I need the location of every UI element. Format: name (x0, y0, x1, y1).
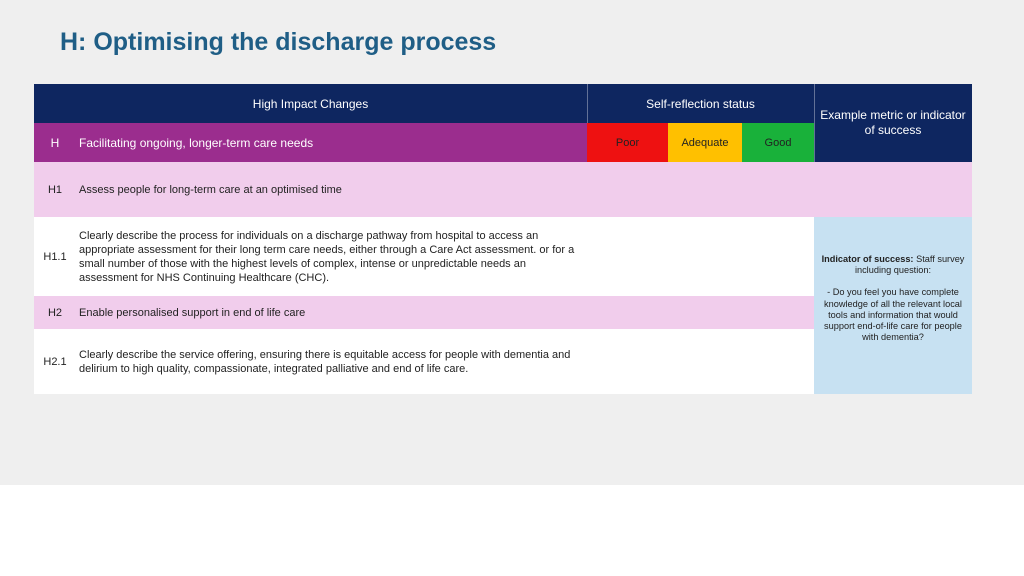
row-status-h1-1[interactable] (587, 217, 814, 296)
row-status-h2-1[interactable] (587, 329, 814, 394)
row-code-h1-1: H1.1 (34, 217, 76, 296)
indicator-label: Indicator of success: (821, 254, 914, 264)
header-metric: Example metric or indicator of success (814, 84, 972, 162)
section-label: Facilitating ongoing, longer-term care needs (76, 123, 587, 162)
row-text-h2: Enable personalised support in end of life care (76, 296, 814, 329)
header-self-reflection-status: Self-reflection status (587, 84, 814, 123)
status-adequate[interactable]: Adequate (668, 123, 742, 162)
page-title: H: Optimising the discharge process (60, 28, 497, 56)
row-text-h2-1: Clearly describe the service offering, ensuring there is equitable access for people with dementia and delirium to high quality, compassionate, integrated palliative and end of life care. (76, 329, 587, 394)
section-code: H (34, 123, 76, 162)
row-code-h1: H1 (34, 162, 76, 217)
row-code-h2-1: H2.1 (34, 329, 76, 394)
row-code-h2: H2 (34, 296, 76, 329)
indicator-question: - Do you feel you have complete knowledge of all the relevant local tools and information that would support end-of-life care for people with dementia? (824, 287, 962, 343)
indicator-line1: Staff survey including question: (854, 254, 965, 276)
header-high-impact-changes: High Impact Changes (34, 84, 587, 123)
row-text-h1-1: Clearly describe the process for individuals on a discharge pathway from hospital to access an appropriate assessment for their long term care needs, either through a Care Act assessment. or for a small number of those with the highest levels of complex, intense or unpredictable needs an assessment for NHS Continuing Healthcare (CHC). (76, 217, 587, 296)
indicator-heading (817, 254, 969, 276)
status-good[interactable]: Good (742, 123, 814, 162)
status-poor[interactable]: Poor (587, 123, 668, 162)
indicator-of-success (814, 217, 972, 394)
indicator-spacer (817, 276, 969, 287)
header-divider (814, 84, 815, 162)
row-text-h1: Assess people for long-term care at an optimised time (76, 162, 972, 217)
